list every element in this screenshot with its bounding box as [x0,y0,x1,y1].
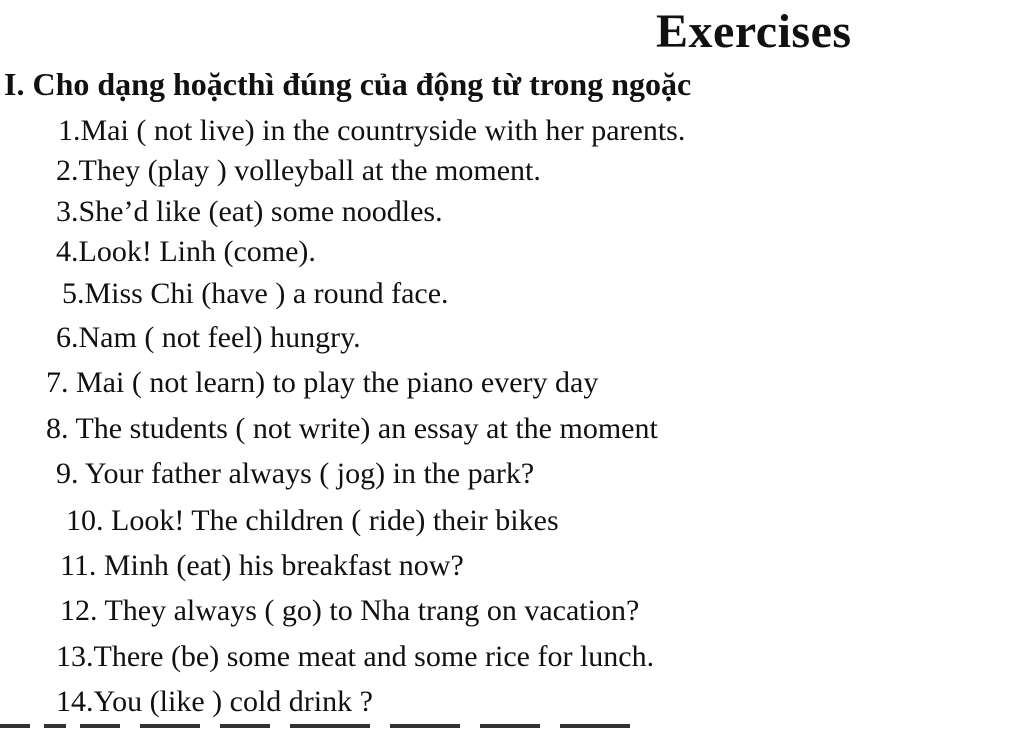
exercise-item-14: 14.You (like ) cold drink ? [56,685,373,718]
exercise-item-11: 11. Minh (eat) his breakfast now? [60,549,464,582]
page-title: Exercises [656,5,852,58]
exercise-item-8: 8. The students ( not write) an essay at the moment [46,412,658,445]
exercise-item-2: 2.They (play ) volleyball at the moment. [56,154,541,187]
exercise-item-13: 13.There (be) some meat and some rice for lunch. [56,640,655,673]
exercise-item-7: 7. Mai ( not learn) to play the piano every day [46,366,599,399]
exercise-item-3: 3.She’d like (eat) some noodles. [56,195,443,228]
exercise-item-6: 6.Nam ( not feel) hungry. [56,321,361,354]
exercise-item-10: 10. Look! The children ( ride) their bikes [66,504,559,537]
exercise-item-12: 12. They always ( go) to Nha trang on vacation? [60,594,640,627]
section-heading: I. Cho dạng hoặcthì đúng của động từ trong ngoặc [4,66,692,102]
exercise-item-1: 1.Mai ( not live) in the countryside with her parents. [58,114,686,147]
exercise-item-4: 4.Look! Linh (come). [56,235,316,268]
cut-off-text-line [0,717,640,729]
exercise-item-9: 9. Your father always ( jog) in the park? [56,457,535,490]
exercise-item-5: 5.Miss Chi (have ) a round face. [62,277,449,310]
